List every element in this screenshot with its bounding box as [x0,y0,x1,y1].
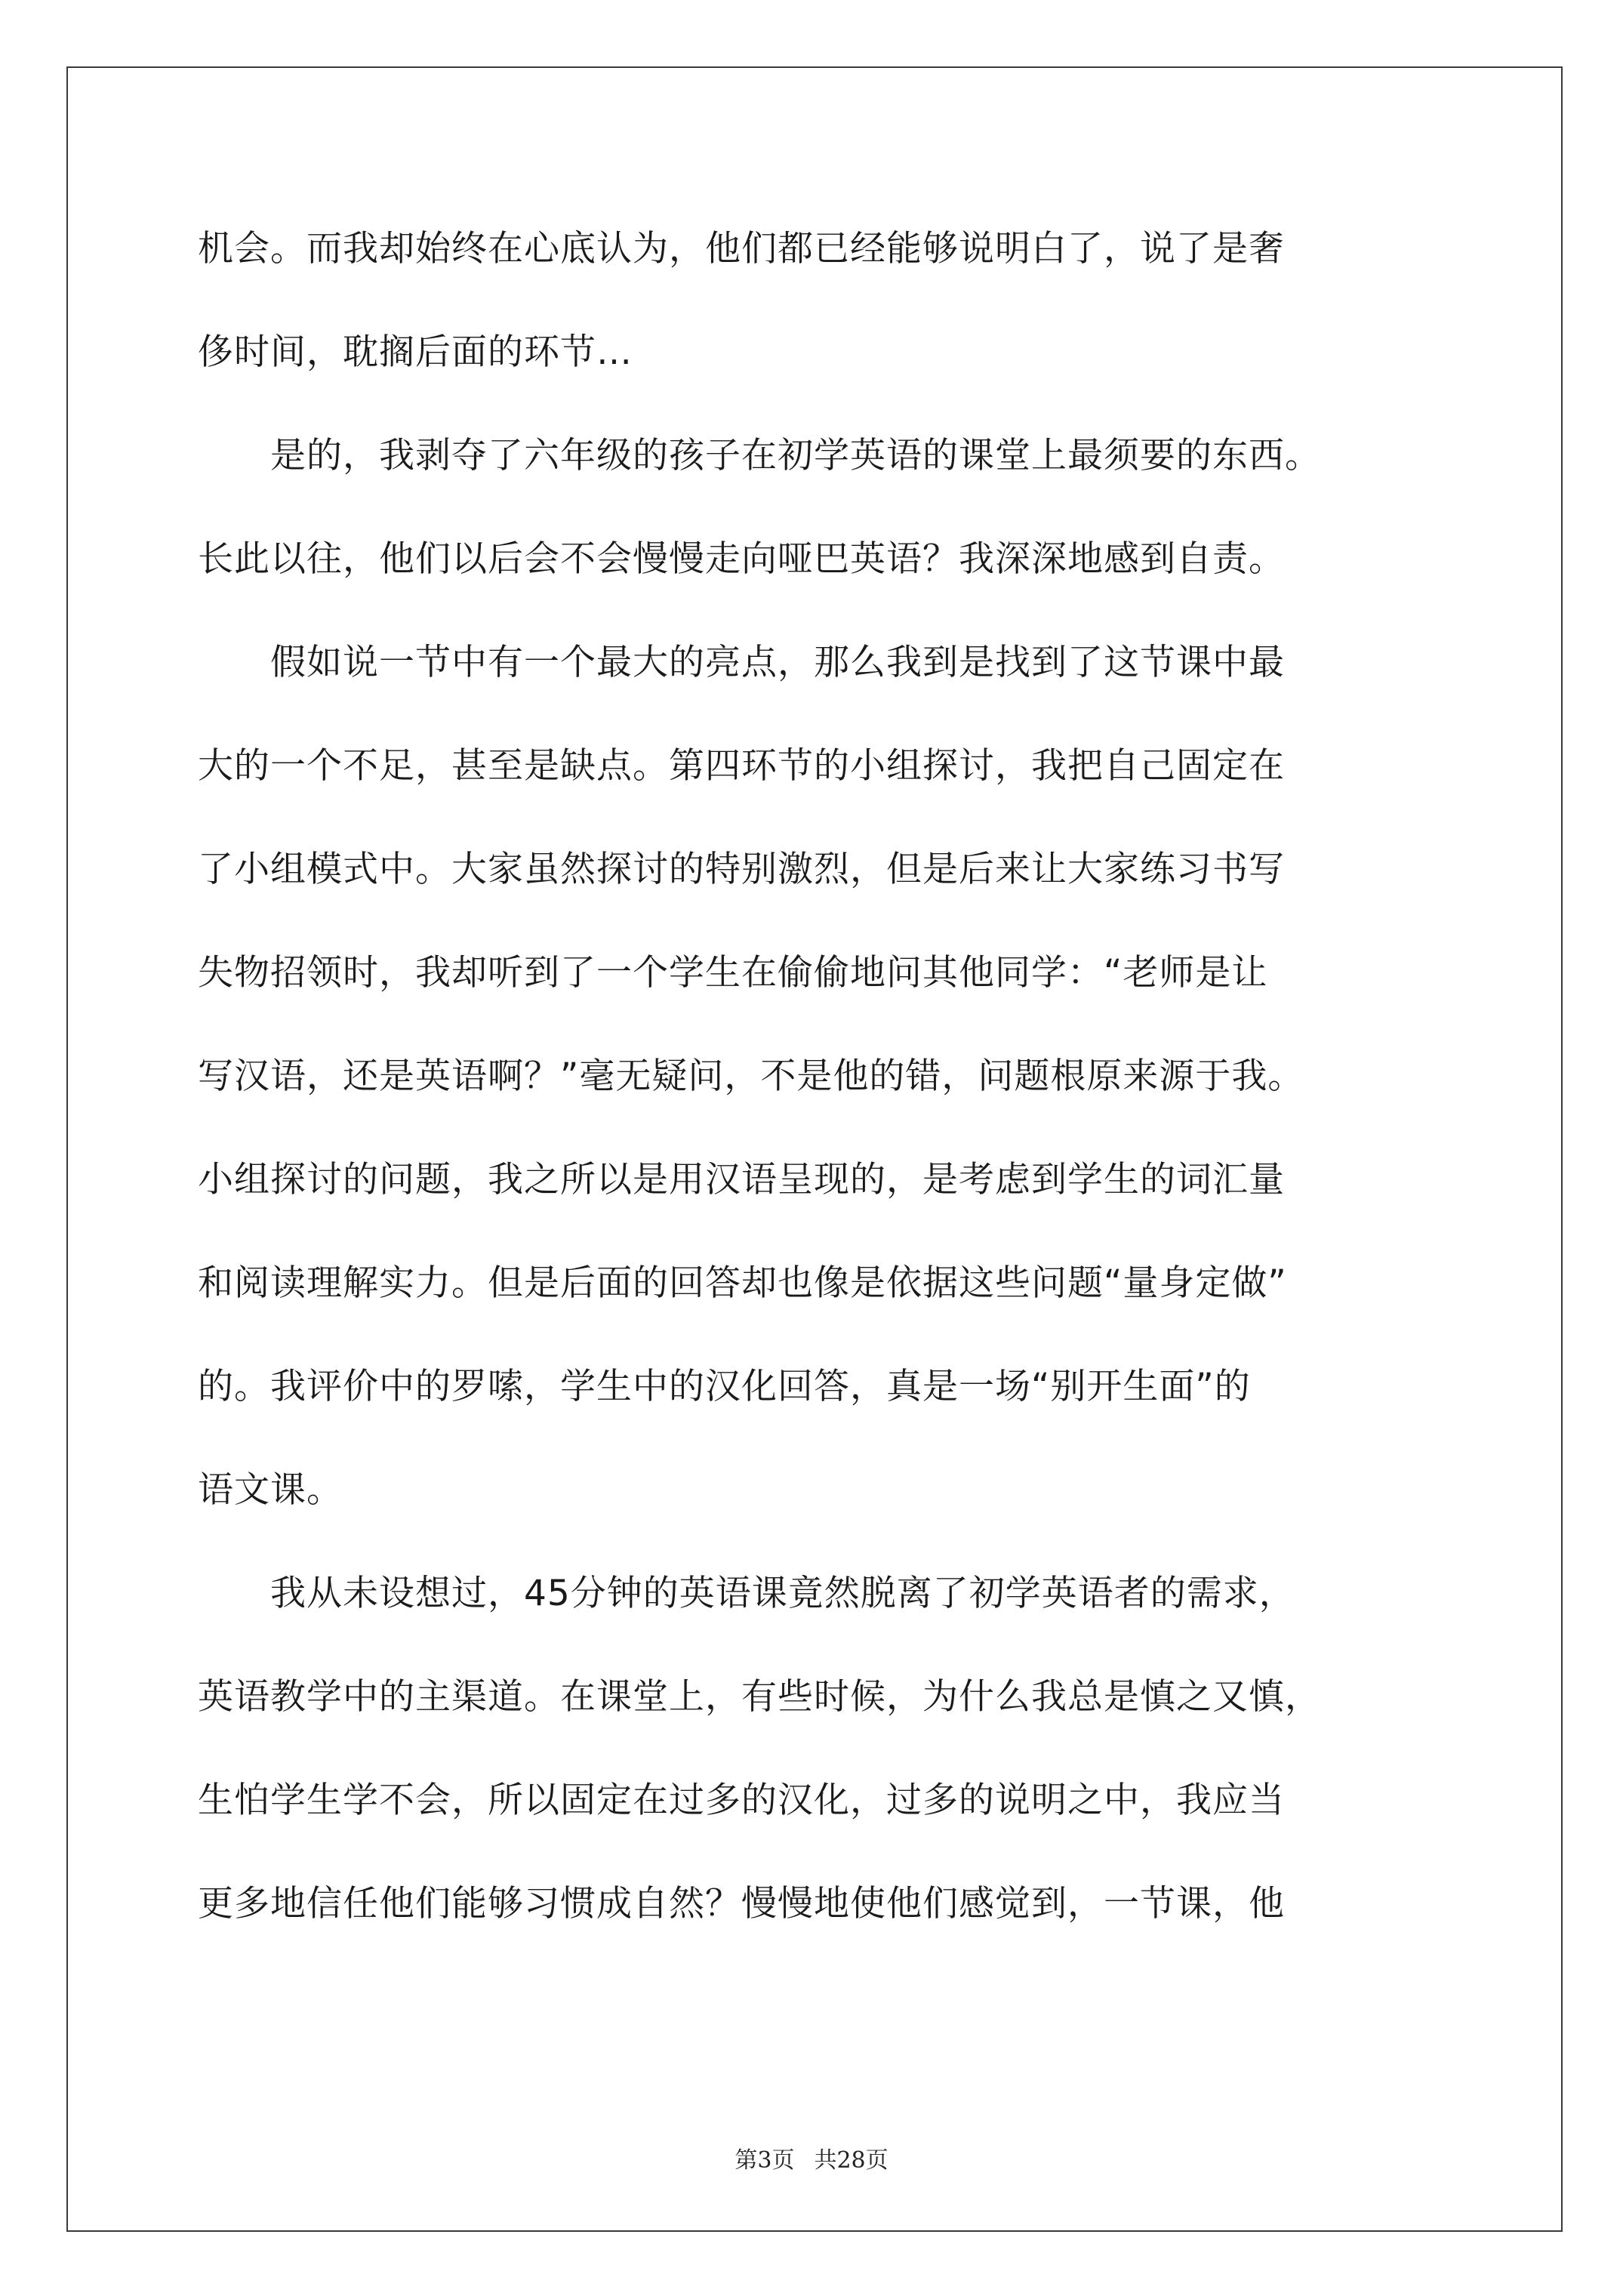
page-total: 共28页 [814,2147,888,2174]
text-line: 语文课。 [198,1469,343,1511]
text-line: 机会。而我却始终在心底认为，他们都已经能够说明白了，说了是奢 [198,228,1285,270]
text-line: 我从未设想过，45分钟的英语课竟然脱离了初学英语者的需求， [198,1573,1295,1614]
text-line: 英语教学中的主渠道。在课堂上，有些时候，为什么我总是慎之又慎， [198,1676,1321,1718]
text-line: 失物招领时，我却听到了一个学生在偷偷地问其他同学：“老师是让 [198,952,1268,994]
text-line: 长此以往，他们以后会不会慢慢走向哑巴英语？我深深地感到自责。 [198,538,1285,580]
page-number: 第3页 [735,2147,795,2174]
text-line: 的。我评价中的罗嗦，学生中的汉化回答，真是一场“别开生面”的 [198,1366,1251,1407]
text-line: 大的一个不足，甚至是缺点。第四环节的小组探讨，我把自己固定在 [198,745,1285,787]
text-line: 是的，我剥夺了六年级的孩子在初学英语的课堂上最须要的东西。 [198,435,1321,476]
page-footer [0,2141,1623,2174]
text-line: 写汉语，还是英语啊？”毫无疑问，不是他的错，问题根原来源于我。 [198,1056,1304,1097]
text-line: 生怕学生学不会，所以固定在过多的汉化，过多的说明之中，我应当 [198,1780,1285,1821]
text-line: 侈时间，耽搁后面的环节… [198,331,633,373]
text-line: 更多地信任他们能够习惯成自然？慢慢地使他们感觉到，一节课，他 [198,1883,1285,1925]
text-line: 和阅读理解实力。但是后面的回答却也像是依据这些问题“量身定做” [198,1262,1287,1304]
text-line: 了小组模式中。大家虽然探讨的特别激烈，但是后来让大家练习书写 [198,849,1285,890]
text-line: 小组探讨的问题，我之所以是用汉语呈现的，是考虑到学生的词汇量 [198,1159,1285,1200]
text-line: 假如说一节中有一个最大的亮点，那么我到是找到了这节课中最 [198,642,1285,683]
document-body [198,211,1433,1970]
